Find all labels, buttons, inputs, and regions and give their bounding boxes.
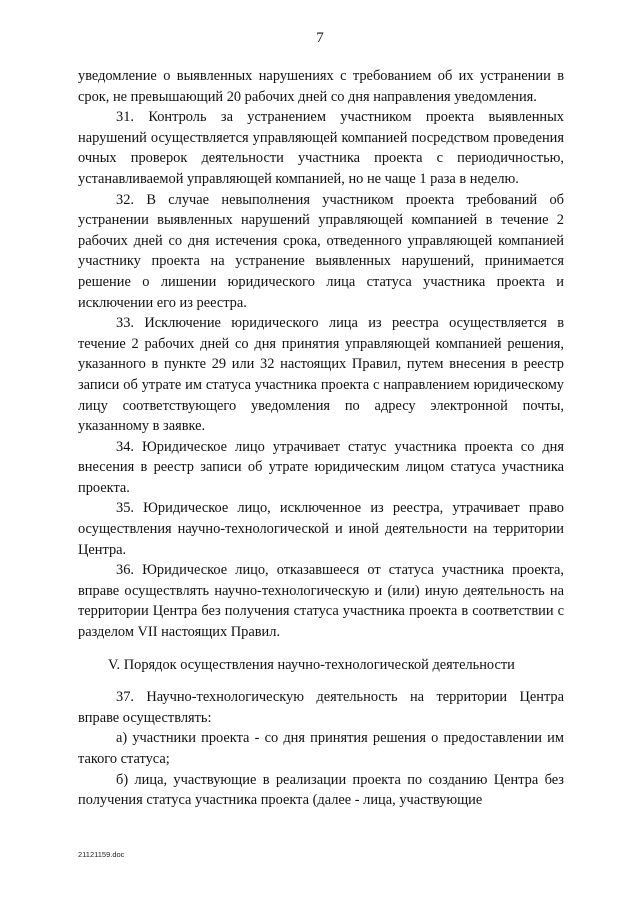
paragraph-36: 36. Юридическое лицо, отказавшееся от статуса участника проекта, вправе осуществлять научно-технологическую и (или) иную деятельность на территории Центра без получения статуса участника проекта в соответствии с разделом VII настоящих Правил. xyxy=(78,562,564,641)
footer-filename: 21121159.doc xyxy=(78,850,125,859)
paragraph-continuation: уведомление о выявленных нарушениях с требованием об их устранении в срок, не превышающий 20 рабочих дней со дня направления уведомления. xyxy=(78,68,564,105)
paragraph-34: 34. Юридическое лицо утрачивает статус участника проекта со дня внесения в реестр записи об утрате юридическим лицом статуса участника проекта. xyxy=(78,438,564,496)
paragraph-37-b: б) лица, участвующие в реализации проекта по созданию Центра без получения статуса участника проекта (далее - лица, участвующие xyxy=(78,771,564,809)
paragraph-33: 33. Исключение юридического лица из реестра осуществляется в течение 2 рабочих дней со дня принятия управляющей компанией решения, указанного в пункте 29 или 32 настоящих Правил, путем внесения в реестр записи об утрате им статуса участника проекта с направлением юридическому лицу соответствующего уведомления по адресу электронной почты, указанному в заявке. xyxy=(78,315,564,435)
paragraph-31: 31. Контроль за устранением участником проекта выявленных нарушений осуществляется управляющей компанией посредством проведения очных проверок деятельности участника проекта с периодичностью, устанавливаемой управляющей компанией, но не чаще 1 раза в неделю. xyxy=(78,109,564,187)
section-heading: V. Порядок осуществления научно-технологической деятельности xyxy=(108,656,515,673)
paragraph-37-a: а) участники проекта - со дня принятия решения о предоставлении им такого статуса; xyxy=(78,730,564,767)
page-number: 7 xyxy=(316,30,324,46)
paragraph-35: 35. Юридическое лицо, исключенное из реестра, утрачивает право осуществления научно-технологической и иной деятельности на территории Центра. xyxy=(78,500,564,558)
paragraph-37: 37. Научно-технологическую деятельность на территории Центра вправе осуществлять: xyxy=(78,689,564,726)
paragraph-32: 32. В случае невыполнения участником проекта требований об устранении выявленных нарушений управляющей компанией в течение 2 рабочих дней со дня истечения срока, отведенного управляющей компанией участнику проекта на устранение выявленных нарушений, принимается решение о лишении юридического лица статуса участника проекта и исключении его из реестра. xyxy=(78,191,564,311)
document-body xyxy=(78,66,564,811)
